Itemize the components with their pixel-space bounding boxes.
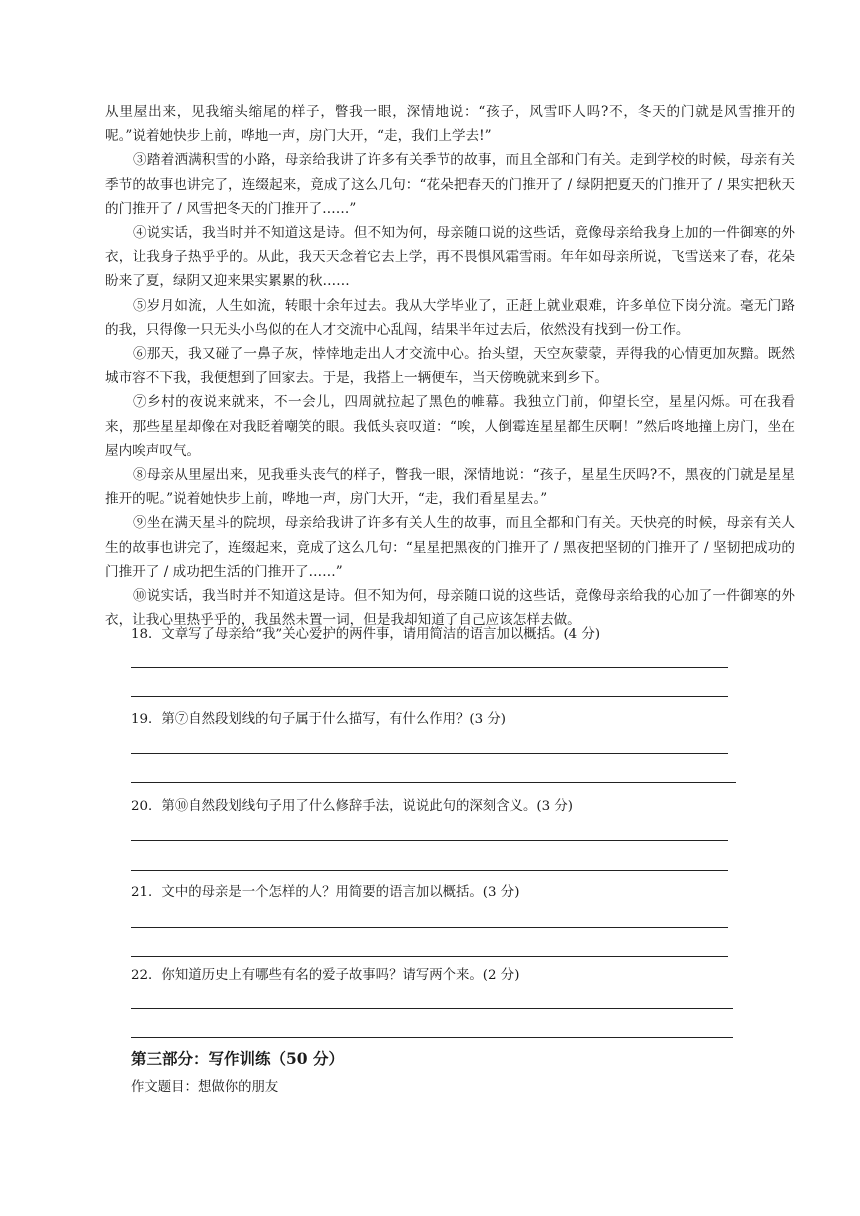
passage-paragraph-4: ④说实话，我当时并不知道这是诗。但不知为何，母亲随口说的这些话，竟像母亲给我身上加的一件御寒的外衣，让我身子热乎乎的。从此，我天天念着它去上学，再不畏惧风霜雪雨。年年如母亲所说，飞雪送来了春，花朵盼来了夏，绿阴又迎来果实累累的秋…… [105, 225, 795, 290]
passage-paragraph-7: ⑦乡村的夜说来就来，不一会儿，四周就拉起了黑色的帷幕。我独立门前，仰望长空，星星闪烁。可在我看来，那些星星却像在对我眨着嘲笑的眼。我低头哀叹道：“唉，人倒霉连星星都生厌啊！”然后咚地撞上房门，坐在屋内唉声叹气。 [105, 394, 795, 459]
answer-line-18-2[interactable] [131, 696, 728, 697]
essay-prompt: 作文题目：想做你的朋友 [131, 1080, 279, 1095]
passage-paragraph-6: ⑥那天，我又碰了一鼻子灰，悻悻地走出人才交流中心。抬头望，天空灰蒙蒙，弄得我的心情更加灰黯。既然城市容不下我，我便想到了回家去。于是，我搭上一辆便车，当天傍晚就来到乡下。 [105, 346, 795, 387]
answer-line-20-2[interactable] [131, 870, 728, 871]
answer-line-19-1[interactable] [131, 753, 728, 754]
reading-passage [105, 100, 795, 632]
question-22: 22．你知道历史上有哪些有名的爱子故事吗？请写两个来。(2 分) [131, 968, 520, 983]
answer-line-22-2[interactable] [131, 1037, 733, 1038]
passage-paragraph-9: ⑨坐在满天星斗的院坝，母亲给我讲了许多有关人生的故事，而且全都和门有关。天快亮的时候，母亲有关人生的故事也讲完了，连缀起来，竟成了这么几句：“星星把黑夜的门推开了 / 黑夜把坚韧的门推开了 / 坚韧把成功的门推开了 / 成功把生活的门推开了……” [105, 515, 795, 580]
question-18: 18．文章写了母亲给“我”关心爱护的两件事，请用简洁的语言加以概括。(4 分) [131, 627, 601, 642]
question-20: 20．第⑩自然段划线句子用了什么修辞手法，说说此句的深刻含义。(3 分) [131, 799, 573, 814]
answer-line-22-1[interactable] [131, 1008, 733, 1009]
answer-line-20-1[interactable] [131, 840, 728, 841]
passage-paragraph-3: ③踏着洒满积雪的小路，母亲给我讲了许多有关季节的故事，而且全部和门有关。走到学校的时候，母亲有关季节的故事也讲完了，连缀起来，竟成了这么几句：“花朵把春天的门推开了 / 绿阴把夏天的门推开了 / 果实把秋天的门推开了 / 风雪把冬天的门推开了……” [105, 152, 795, 217]
passage-paragraph-5: ⑤岁月如流，人生如流，转眼十余年过去。我从大学毕业了，正赶上就业艰难，许多单位下岗分流。毫无门路的我，只得像一只无头小鸟似的在人才交流中心乱闯，结果半年过去后，依然没有找到一份工作。 [105, 297, 795, 338]
answer-line-21-1[interactable] [131, 927, 728, 928]
section-3-title: 第三部分：写作训练（50 分） [131, 1049, 344, 1068]
question-19: 19．第⑦自然段划线的句子属于什么描写，有什么作用？(3 分) [131, 712, 507, 727]
passage-paragraph-10: ⑩说实话，我当时并不知道这是诗。但不知为何，母亲随口说的这些话，竟像母亲给我的心加了一件御寒的外衣，让我心里热乎乎的，我虽然未置一词，但是我却知道了自己应该怎样去做。 [105, 588, 795, 629]
answer-line-18-1[interactable] [131, 667, 728, 668]
answer-line-21-2[interactable] [131, 956, 728, 957]
answer-line-19-2[interactable] [131, 782, 736, 783]
passage-paragraph: 从里屋出来，见我缩头缩尾的样子，瞥我一眼，深情地说：“孩子，风雪吓人吗?不，冬天的门就是风雪推开的呢。”说着她快步上前，哗地一声，房门大开，“走，我们上学去!” [105, 104, 795, 145]
passage-paragraph-8: ⑧母亲从里屋出来，见我垂头丧气的样子，瞥我一眼，深情地说：“孩子，星星生厌吗?不，黑夜的门就是星星推开的呢。”说着她快步上前，哗地一声，房门大开，“走，我们看星星去。” [105, 467, 795, 508]
question-21: 21．文中的母亲是一个怎样的人？用简要的语言加以概括。(3 分) [131, 885, 520, 900]
